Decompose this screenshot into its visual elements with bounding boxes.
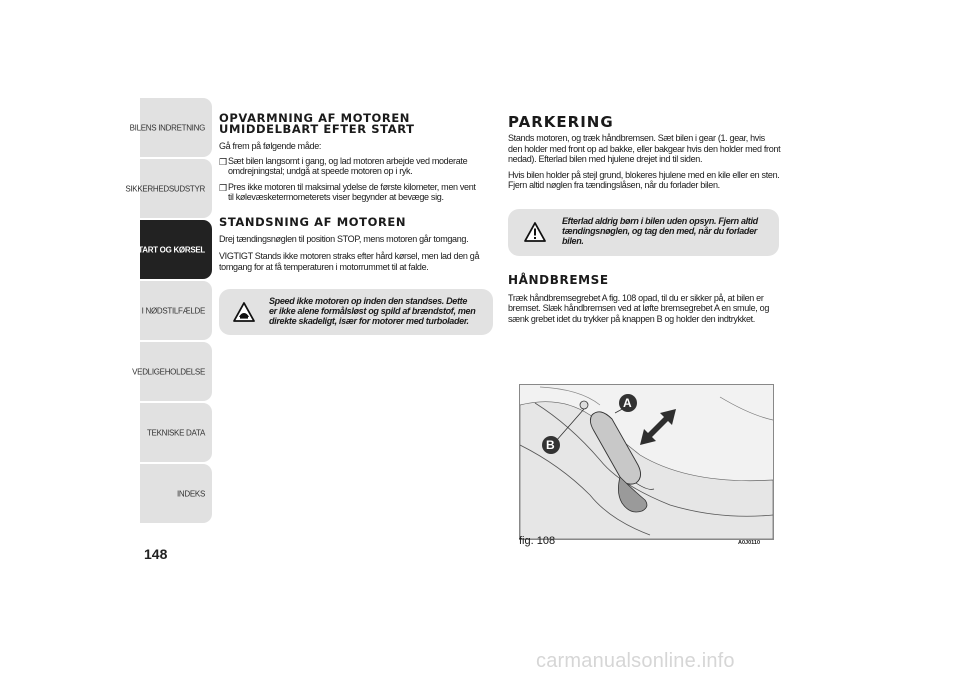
warmup-bullet-1: Sæt bilen langsomt i gang, og lad motoren arbejde ved moderate omdrejningstal; undgå at speede motoren op i ryk. [228, 155, 468, 177]
warmup-heading: OPVARMNING AF MOTOREN UMIDDELBART EFTER START [219, 111, 415, 136]
warmup-intro: Gå frem på følgende måde: [219, 141, 322, 152]
tab-vedligeholdelse[interactable] [132, 342, 212, 401]
tab-label: I NØDSTILFÆLDE [141, 306, 205, 315]
figure-caption: fig. 108 [519, 535, 556, 547]
tab-i-nodstilfaelde[interactable] [140, 281, 212, 340]
page-number: 148 [144, 546, 168, 562]
handbrake-text: Træk håndbremsegrebet A fig. 108 opad, til du er sikker på, at bilen er bremset. Slæk håndbremsen ved at løfte bremsegrebet A en smule, og sænk grebet idet du trykker på knappen B og holder den indtrykket. [508, 292, 770, 325]
tab-bilens-indretning[interactable] [129, 98, 212, 157]
left-column [219, 113, 495, 335]
warning-triangle-icon [508, 222, 562, 242]
tab-sikkerhedsudstyr[interactable] [125, 159, 212, 218]
child-warning-box [508, 209, 779, 256]
handbrake-illustration [520, 385, 773, 539]
checkbox-bullet-icon: ❒ [219, 156, 228, 167]
callout-b: B [546, 438, 555, 452]
parking-text-2: Hvis bilen holder på stejl grund, blokeres hjulene med en kile eller en sten. Fjern altid nøglen fra tændingslåsen, når du forlader bilen. [508, 169, 780, 191]
stop-text-2: VIGTIGT Stands ikke motoren straks efter hård kørsel, men lad den gå tomgang for at få temperaturen i motorrummet til at falde. [219, 251, 480, 273]
callout-a: A [623, 396, 632, 410]
tab-label: TEKNISKE DATA [146, 428, 205, 437]
stop-heading: STANDSNING AF MOTOREN [219, 214, 407, 229]
right-column [508, 113, 784, 325]
tab-label: INDEKS [177, 489, 205, 498]
engine-warning-box [219, 289, 493, 335]
list-item [219, 183, 495, 204]
engine-warning-text: Speed ikke motoren op inden den standses. Dette er ikke alene formålsløst og spild af brændstof, men direkte skadeligt, især for motorer med turbolader. [269, 296, 476, 327]
tab-label: VEDLIGEHOLDELSE [132, 367, 205, 376]
parking-heading: PARKERING [508, 113, 614, 131]
handbrake-figure [519, 384, 774, 540]
chapter-tabs [125, 98, 212, 525]
tab-tekniske-data[interactable] [140, 403, 212, 462]
figure-code: A0J0110 [738, 540, 761, 546]
engine-damage-warning-icon [219, 302, 269, 322]
tab-label: BILENS INDRETNING [129, 123, 205, 132]
list-item [219, 157, 495, 178]
warmup-bullet-2: Pres ikke motoren til maksimal ydelse de første kilometer, men vent til kølevæsketermometerets viser begynder at bevæge sig. [228, 181, 476, 203]
checkbox-bullet-icon: ❒ [219, 182, 228, 193]
stop-text-1: Drej tændingsnøglen til position STOP, mens motoren går tomgang. [219, 233, 469, 245]
tab-start-og-korsel[interactable] [133, 220, 212, 279]
tab-label: START OG KØRSEL [133, 245, 205, 254]
handbrake-heading: HÅNDBREMSE [508, 272, 609, 287]
tab-label: SIKKERHEDSUDSTYR [125, 184, 205, 193]
child-warning-text: Efterlad aldrig børn i bilen uden opsyn. Fjern altid tændingsnøglen, og tag den med, når du forlader bilen. [562, 216, 758, 247]
parking-text-1: Stands motoren, og træk håndbremsen. Sæt bilen i gear (1. gear, hvis den holder med front op ad bakke, eller bakgear hvis den holder med front nedad). Efterlad bilen med hjulene drejet ind til siden. [508, 133, 781, 165]
watermark: carmanualsonline.info [536, 650, 735, 672]
tab-indeks[interactable] [140, 464, 212, 523]
